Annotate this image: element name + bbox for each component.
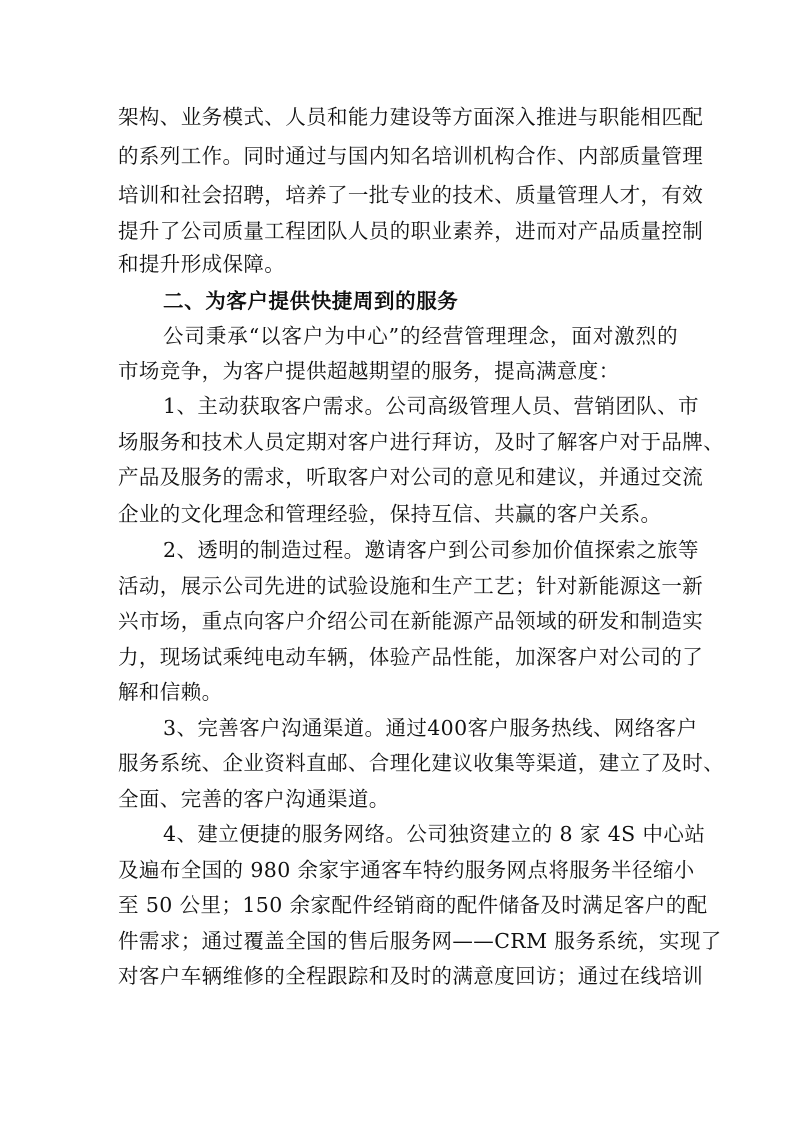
text-line: 2、透明的制造过程。邀请客户到公司参加价值探索之旅等 (163, 538, 699, 562)
text-line: 活动，展示公司先进的试验设施和生产工艺；针对新能源这一新 (118, 574, 704, 598)
text-line: 兴市场，重点向客户介绍公司在新能源产品领域的研发和制造实 (118, 609, 704, 633)
text-line: 件需求；通过覆盖全国的售后服务网——CRM 服务系统，实现了 (118, 929, 722, 953)
section-heading: 二、为客户提供快捷周到的服务 (163, 289, 459, 313)
text-line: 服务系统、企业资料直邮、合理化建议收集等渠道，建立了及时、 (118, 751, 725, 775)
text-line: 和提升形成保障。 (118, 252, 286, 276)
text-line: 的系列工作。同时通过与国内知名培训机构合作、内部质量管理 (118, 144, 704, 168)
text-line: 企业的文化理念和管理经验，保持互信、共赢的客户关系。 (118, 502, 662, 526)
text-line: 力，现场试乘纯电动车辆，体验产品性能，加深客户对公司的了 (118, 645, 704, 669)
text-line: 公司秉承“以客户为中心”的经营管理理念，面对激烈的 (163, 324, 678, 348)
text-line: 架构、业务模式、人员和能力建设等方面深入推进与职能相匹配 (118, 105, 704, 129)
text-line: 对客户车辆维修的全程跟踪和及时的满意度回访；通过在线培训 (118, 964, 704, 988)
text-line: 场服务和技术人员定期对客户进行拜访，及时了解客户对于品牌、 (118, 430, 725, 454)
text-line: 至 50 公里；150 余家配件经销商的配件储备及时满足客户的配 (118, 893, 708, 917)
text-line: 4、建立便捷的服务网络。公司独资建立的 8 家 4S 中心站 (163, 822, 706, 846)
text-line: 市场竞争，为客户提供超越期望的服务，提高满意度： (118, 359, 620, 383)
text-line: 提升了公司质量工程团队人员的职业素养，进而对产品质量控制 (118, 219, 704, 243)
text-line: 1、主动获取客户需求。公司高级管理人员、营销团队、市 (163, 394, 699, 418)
text-line: 全面、完善的客户沟通渠道。 (118, 787, 390, 811)
text-line: 3、完善客户沟通渠道。通过400客户服务热线、网络客户 (163, 716, 698, 740)
text-line: 产品及服务的需求，听取客户对公司的意见和建议，并通过交流 (118, 465, 704, 489)
text-line: 及遍布全国的 980 余家宇通客车特约服务网点将服务半径缩小 (118, 858, 695, 882)
text-line: 培训和社会招聘，培养了一批专业的技术、质量管理人才，有效 (118, 183, 704, 207)
text-line: 解和信赖。 (118, 680, 223, 704)
